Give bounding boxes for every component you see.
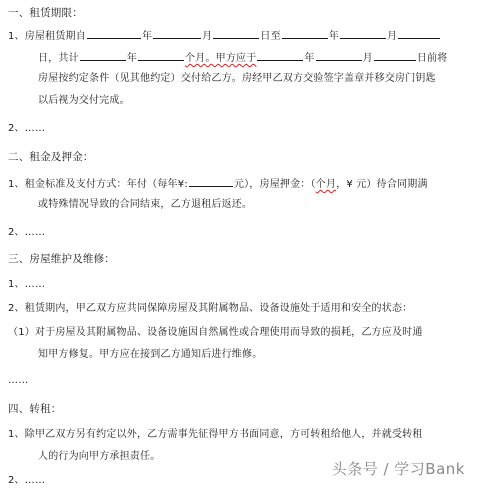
text-segment: 月: [362, 53, 373, 64]
rent-line-1: [8, 176, 428, 192]
maintenance-item-2: 2、租赁期内，甲乙双方应共同保障房屋及其附属物品、设备设施处于适用和安全的状态：: [8, 303, 413, 314]
lease-term-line-4: 以后视为交付完成。: [38, 95, 130, 106]
blank-field: [398, 28, 440, 39]
maintenance-item-1: 1、……: [8, 279, 46, 290]
blank-field: [87, 28, 141, 39]
sublease-item-2: 2、……: [8, 475, 46, 486]
blank-field: [189, 176, 233, 187]
text-segment: ，¥ 元）待合同期满: [336, 179, 428, 190]
blank-field: [316, 50, 362, 61]
text-segment: 日至: [260, 31, 281, 42]
maintenance-subitem-1-line-2: 知甲方修复。甲方应在接到乙方通知后进行维修。: [38, 349, 263, 360]
maintenance-ellipsis: ……: [8, 375, 29, 386]
sublease-item-1-line-2: 人的行为向甲方承担责任。: [38, 451, 161, 462]
text-segment: 元），房屋押金：（: [233, 179, 316, 190]
blank-field: [80, 50, 126, 61]
text-segment: 1、租金标准及支付方式：年付（每年¥:: [8, 179, 188, 190]
rent-item-2: 2、……: [8, 227, 46, 238]
blank-field: [153, 28, 201, 39]
text-segment: 年: [126, 53, 138, 64]
blank-field: [257, 50, 303, 61]
text-segment: 个月: [315, 179, 337, 190]
lease-term-line-2: [38, 50, 447, 66]
text-segment: 年: [328, 31, 339, 42]
text-segment: 月: [202, 31, 213, 42]
text-segment: 年: [304, 53, 315, 64]
section-title-maintenance: 三、房屋维护及维修：: [8, 253, 115, 265]
blank-field: [213, 28, 259, 39]
blank-field: [138, 50, 184, 61]
text-segment: 月: [386, 31, 398, 42]
text-segment: 日，共计: [38, 53, 79, 64]
blank-field: [282, 28, 328, 39]
lease-term-line-1: [8, 28, 441, 44]
text-segment: 年: [141, 31, 153, 42]
section-title-rent-deposit: 二、租金及押金：: [8, 151, 94, 163]
text-segment: 日前将: [416, 53, 448, 64]
blank-field: [340, 28, 386, 39]
maintenance-subitem-1-line-1: （1）对于房屋及其附属物品、设备设施因自然属性或合理使用而导致的损耗，乙方应及时通: [8, 327, 423, 338]
text-segment: 个月。甲方应于: [185, 53, 257, 64]
rent-line-2: 或特殊情况导致的合同结束，乙方退租后返还。: [38, 199, 253, 210]
section-title-lease-term: 一、租赁期限：: [8, 7, 83, 19]
sublease-item-1-line-1: 1、除甲乙双方另有约定以外，乙方需事先征得甲方书面同意，方可转租给他人，并就受转租: [8, 429, 423, 440]
blank-field: [374, 50, 416, 61]
section-title-sublease: 四、转租：: [8, 403, 62, 415]
text-segment: 1、房屋租赁期自: [8, 31, 86, 42]
lease-term-line-3: 房屋按约定条件（见其他约定）交付给乙方。房经甲乙双方交验签字盖章并移交房门钥匙: [38, 73, 436, 84]
watermark-text: 头条号 / 学习Bank: [331, 460, 465, 478]
lease-term-item-2: 2、……: [8, 123, 46, 134]
